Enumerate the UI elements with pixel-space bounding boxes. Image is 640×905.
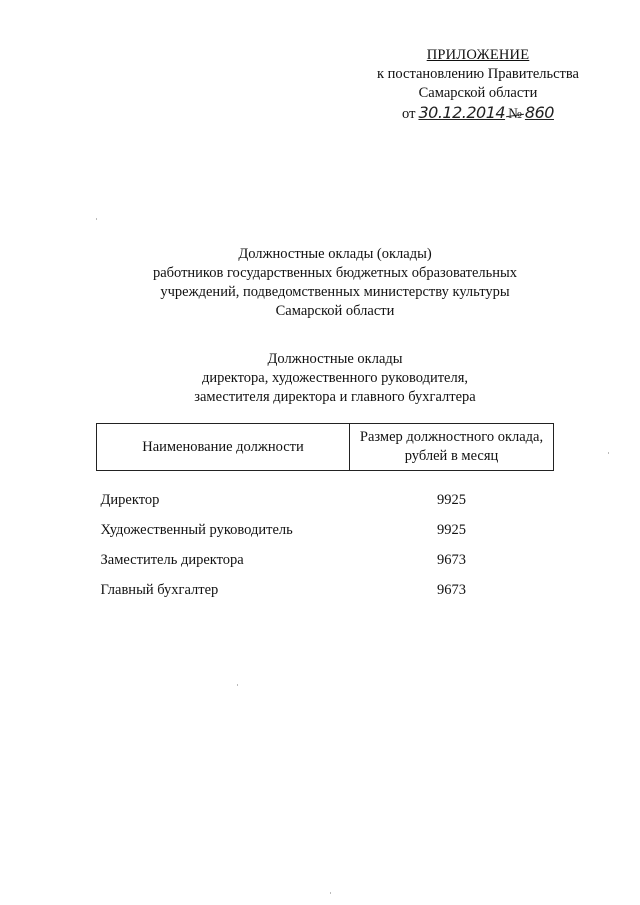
salary-table	[96, 423, 554, 605]
handwritten-date: 30.12.2014	[418, 103, 506, 122]
handwritten-number: 860	[524, 103, 554, 122]
salary-amount: 9925	[437, 491, 466, 508]
table-row	[97, 515, 554, 545]
table-row	[97, 545, 554, 575]
scan-speck	[237, 684, 238, 686]
salary-amount: 9673	[437, 551, 466, 568]
table-header-row	[97, 424, 554, 471]
table-row	[97, 575, 554, 605]
section-title-line: директора, художественного руководителя,	[201, 370, 469, 386]
scan-speck	[608, 452, 609, 454]
section-title	[80, 350, 590, 407]
number-sign: №	[508, 106, 522, 122]
header-position: Наименование должности	[97, 424, 350, 471]
appendix-title: ПРИЛОЖЕНИЕ	[426, 47, 530, 63]
salary-amount: 9673	[437, 581, 466, 598]
position-name: Директор	[100, 491, 160, 508]
section-title-line: заместителя директора и главного бухгалтера	[194, 389, 476, 405]
header-salary: Размер должностного оклада, рублей в месяц	[350, 424, 554, 471]
section-title-line: Должностные оклады	[267, 351, 403, 367]
scan-speck	[330, 892, 331, 894]
table-row	[97, 471, 554, 516]
scan-speck	[96, 218, 97, 220]
appendix-region-line: Самарской области	[418, 85, 538, 101]
appendix-block	[372, 46, 584, 124]
position-name: Заместитель директора	[100, 551, 244, 568]
position-name: Художественный руководитель	[100, 521, 293, 538]
appendix-date-prefix: от	[402, 106, 416, 122]
main-title-line: учреждений, подведомственных министерству культуры	[160, 284, 510, 300]
main-title-line: Должностные оклады (оклады)	[238, 246, 432, 262]
document-main-title	[80, 245, 590, 321]
position-name: Главный бухгалтер	[100, 581, 219, 598]
appendix-date-number-row	[372, 103, 584, 124]
main-title-line: работников государственных бюджетных образовательных	[152, 265, 518, 281]
salary-amount: 9925	[437, 521, 466, 538]
main-title-line: Самарской области	[275, 303, 395, 319]
appendix-decree-line: к постановлению Правительства	[377, 66, 579, 82]
